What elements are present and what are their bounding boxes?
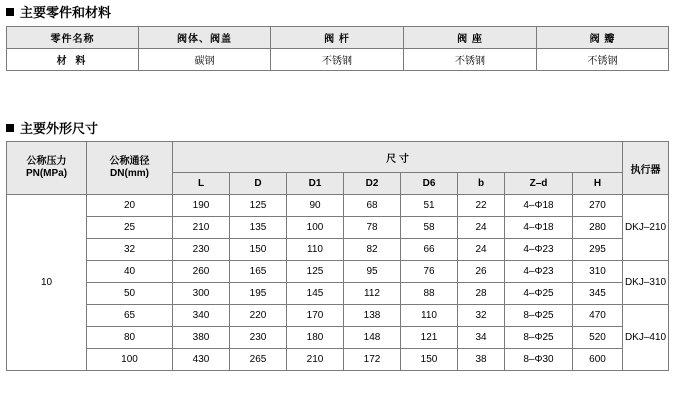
- section-title-dimensions-label: 主要外形尺寸: [20, 121, 99, 136]
- cell-H: 345: [573, 283, 623, 305]
- header-nominal-diameter-line2: DN(mm): [110, 168, 149, 179]
- header-cell-D: D: [230, 173, 287, 195]
- cell-dn: 20: [87, 195, 173, 217]
- cell-L: 260: [173, 261, 230, 283]
- cell-material-disc: 不锈钢: [537, 49, 669, 71]
- cell-actuator: DKJ–310: [623, 261, 669, 305]
- table-row: [7, 349, 669, 371]
- cell-nominal-pressure-value: 10: [7, 195, 87, 371]
- section-title-dimensions: [0, 118, 98, 137]
- header-cell-b: b: [458, 173, 505, 195]
- header-cell-body-bonnet: 阀体、阀盖: [139, 27, 271, 49]
- header-nominal-pressure-line1: 公称压力: [26, 155, 67, 167]
- cell-dn: 80: [87, 327, 173, 349]
- header-cell-D6: D6: [401, 173, 458, 195]
- cell-H: 470: [573, 305, 623, 327]
- cell-H: 600: [573, 349, 623, 371]
- table-header-row: [7, 27, 669, 49]
- section-title-parts-label: 主要零件和材料: [20, 5, 112, 20]
- cell-D2: 68: [344, 195, 401, 217]
- cell-actuator: DKJ–410: [623, 305, 669, 371]
- cell-actuator: DKJ–210: [623, 195, 669, 261]
- cell-Zd: 8–Φ30: [505, 349, 573, 371]
- cell-D6: 88: [401, 283, 458, 305]
- cell-D6: 150: [401, 349, 458, 371]
- cell-D6: 66: [401, 239, 458, 261]
- header-cell-nominal-pressure: [7, 142, 87, 195]
- cell-material-seat: 不锈钢: [404, 49, 537, 71]
- cell-D: 230: [230, 327, 287, 349]
- cell-D1: 110: [287, 239, 344, 261]
- parts-materials-table: [6, 26, 669, 71]
- cell-L: 300: [173, 283, 230, 305]
- header-cell-part-name: 零件名称: [7, 27, 139, 49]
- cell-Zd: 4–Φ23: [505, 239, 573, 261]
- cell-D1: 100: [287, 217, 344, 239]
- cell-b: 32: [458, 305, 505, 327]
- cell-D1: 145: [287, 283, 344, 305]
- cell-D1: 180: [287, 327, 344, 349]
- square-bullet-icon: [6, 8, 14, 16]
- header-cell-H: H: [573, 173, 623, 195]
- section-title-parts: [0, 2, 111, 21]
- cell-D6: 121: [401, 327, 458, 349]
- cell-D1: 210: [287, 349, 344, 371]
- table-row: [7, 217, 669, 239]
- cell-D2: 148: [344, 327, 401, 349]
- table-row: [7, 283, 669, 305]
- cell-b: 34: [458, 327, 505, 349]
- cell-dn: 50: [87, 283, 173, 305]
- cell-D: 265: [230, 349, 287, 371]
- header-cell-D1: D1: [287, 173, 344, 195]
- cell-b: 24: [458, 217, 505, 239]
- header-cell-Zd: Z–d: [505, 173, 573, 195]
- cell-b: 38: [458, 349, 505, 371]
- cell-Zd: 8–Φ25: [505, 305, 573, 327]
- cell-b: 28: [458, 283, 505, 305]
- table-row: [7, 195, 669, 217]
- cell-L: 380: [173, 327, 230, 349]
- cell-D6: 76: [401, 261, 458, 283]
- cell-L: 210: [173, 217, 230, 239]
- header-cell-stem: 阀 杆: [271, 27, 404, 49]
- cell-D: 195: [230, 283, 287, 305]
- cell-L: 230: [173, 239, 230, 261]
- cell-H: 310: [573, 261, 623, 283]
- cell-D2: 138: [344, 305, 401, 327]
- cell-Zd: 4–Φ18: [505, 217, 573, 239]
- cell-D: 150: [230, 239, 287, 261]
- cell-D6: 51: [401, 195, 458, 217]
- cell-D: 165: [230, 261, 287, 283]
- cell-D2: 112: [344, 283, 401, 305]
- row-label-material: 材 料: [7, 49, 139, 71]
- table-row: [7, 305, 669, 327]
- cell-dn: 65: [87, 305, 173, 327]
- cell-dn: 100: [87, 349, 173, 371]
- cell-D: 125: [230, 195, 287, 217]
- cell-H: 280: [573, 217, 623, 239]
- header-cell-disc: 阀 瓣: [537, 27, 669, 49]
- cell-Zd: 4–Φ18: [505, 195, 573, 217]
- table-row: [7, 239, 669, 261]
- cell-H: 520: [573, 327, 623, 349]
- square-bullet-icon: [6, 124, 14, 132]
- table-row: [7, 327, 669, 349]
- cell-b: 24: [458, 239, 505, 261]
- header-cell-nominal-diameter: [87, 142, 173, 195]
- header-cell-actuator: 执行器: [623, 142, 669, 195]
- header-cell-L: L: [173, 173, 230, 195]
- cell-L: 190: [173, 195, 230, 217]
- cell-material-stem: 不锈钢: [271, 49, 404, 71]
- cell-D1: 170: [287, 305, 344, 327]
- cell-dn: 32: [87, 239, 173, 261]
- cell-H: 295: [573, 239, 623, 261]
- header-nominal-diameter-line1: 公称通径: [109, 155, 150, 167]
- header-nominal-pressure-line2: PN(MPa): [25, 168, 68, 179]
- cell-D6: 58: [401, 217, 458, 239]
- table-row: [7, 261, 669, 283]
- cell-D: 220: [230, 305, 287, 327]
- cell-material-body-bonnet: 碳钢: [139, 49, 271, 71]
- cell-D2: 172: [344, 349, 401, 371]
- cell-dn: 40: [87, 261, 173, 283]
- cell-L: 340: [173, 305, 230, 327]
- table-header-row-top: [7, 142, 669, 173]
- cell-D1: 90: [287, 195, 344, 217]
- cell-D6: 110: [401, 305, 458, 327]
- cell-L: 430: [173, 349, 230, 371]
- cell-Zd: 8–Φ25: [505, 327, 573, 349]
- header-cell-dimensions-group: 尺 寸: [173, 142, 623, 173]
- dimensions-table: [6, 141, 669, 371]
- cell-Zd: 4–Φ23: [505, 261, 573, 283]
- cell-D2: 78: [344, 217, 401, 239]
- cell-D: 135: [230, 217, 287, 239]
- cell-D2: 95: [344, 261, 401, 283]
- header-cell-seat: 阀 座: [404, 27, 537, 49]
- header-cell-D2: D2: [344, 173, 401, 195]
- cell-b: 26: [458, 261, 505, 283]
- table-row: [7, 49, 669, 71]
- cell-dn: 25: [87, 217, 173, 239]
- cell-D1: 125: [287, 261, 344, 283]
- cell-D2: 82: [344, 239, 401, 261]
- cell-b: 22: [458, 195, 505, 217]
- cell-H: 270: [573, 195, 623, 217]
- cell-Zd: 4–Φ25: [505, 283, 573, 305]
